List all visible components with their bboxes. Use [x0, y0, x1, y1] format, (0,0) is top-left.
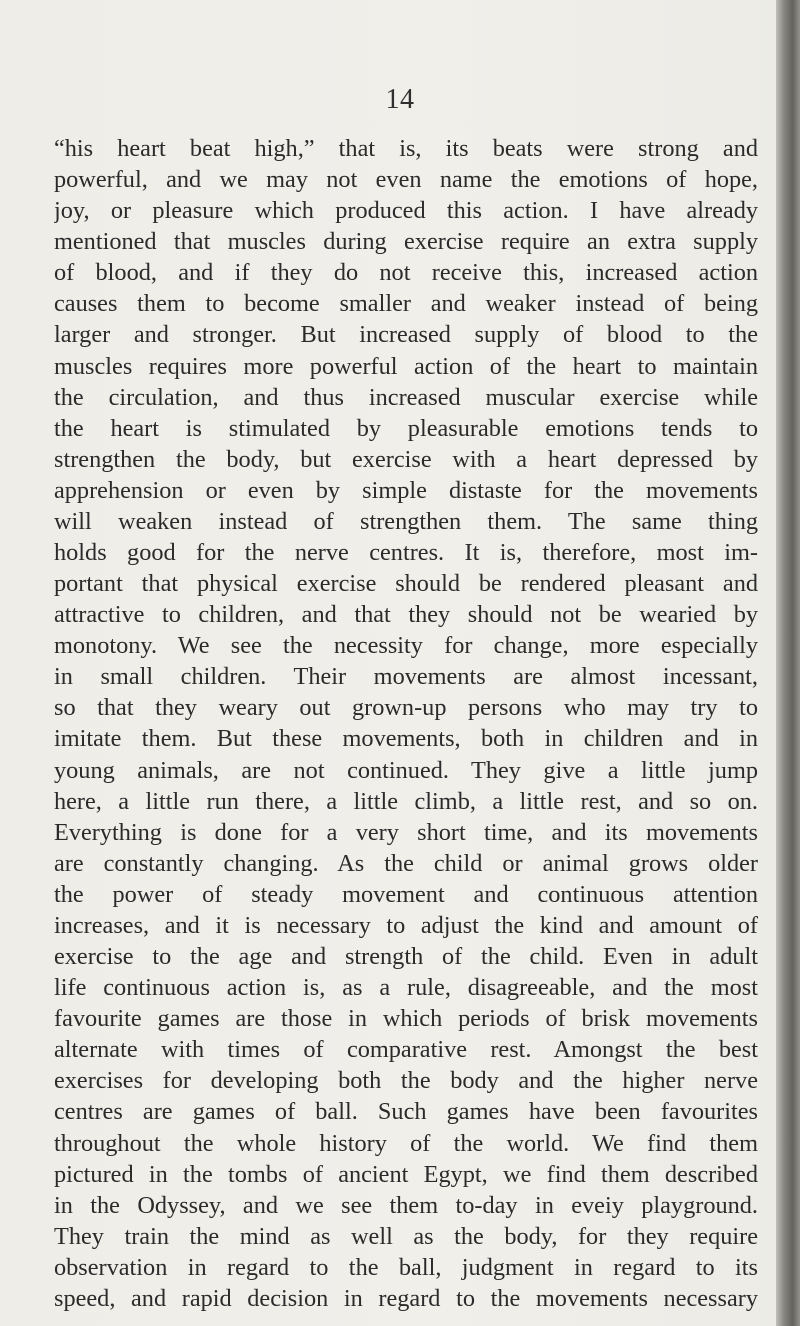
text-line: will weaken instead of strengthen them. The same thing	[54, 507, 758, 535]
text-line: here, a little run there, a little climb, a little rest, and so on.	[54, 787, 758, 815]
text-line: so that they weary out grown-up persons who may try to	[54, 694, 758, 722]
text-line: pictured in the tombs of ancient Egypt, we find them described	[54, 1160, 758, 1188]
text-line: alternate with times of comparative rest. Amongst the best	[54, 1036, 758, 1064]
text-line: speed, and rapid decision in regard to the movements necessary	[54, 1284, 758, 1312]
text-line: centres are games of ball. Such games have been favourites	[54, 1098, 758, 1126]
text-line: increases, and it is necessary to adjust the kind and amount of	[54, 911, 758, 939]
text-line: in small children. Their movements are almost incessant,	[54, 663, 758, 691]
text-line: portant that physical exercise should be rendered pleasant and	[54, 570, 758, 598]
text-line: powerful, and we may not even name the emotions of hope,	[54, 166, 758, 194]
text-line: exercises for developing both the body and the higher nerve	[54, 1067, 758, 1095]
body-text	[54, 133, 758, 1314]
text-line: the heart is stimulated by pleasurable emotions tends to	[54, 414, 758, 442]
text-line: exercise to the age and strength of the child. Even in adult	[54, 943, 758, 971]
page-binding-edge	[776, 0, 800, 1326]
text-line: Everything is done for a very short time, and its movements	[54, 818, 758, 846]
text-line: the circulation, and thus increased muscular exercise while	[54, 383, 758, 411]
text-line: favourite games are those in which periods of brisk movements	[54, 1005, 758, 1033]
text-line: attractive to children, and that they should not be wearied by	[54, 601, 758, 629]
text-line: imitate them. But these movements, both in children and in	[54, 725, 758, 753]
text-line: apprehension or even by simple distaste for the movements	[54, 476, 758, 504]
text-line: the power of steady movement and continuous attention	[54, 880, 758, 908]
page-number: 14	[385, 84, 415, 115]
text-line: are constantly changing. As the child or animal grows older	[54, 849, 758, 877]
text-line: monotony. We see the necessity for change, more especially	[54, 632, 758, 660]
text-line: muscles requires more powerful action of the heart to maintain	[54, 352, 758, 380]
text-line: strengthen the body, but exercise with a heart depressed by	[54, 445, 758, 473]
text-line: of blood, and if they do not receive this, increased action	[54, 259, 758, 287]
text-line: life continuous action is, as a rule, disagreeable, and the most	[54, 974, 758, 1002]
text-line: mentioned that muscles during exercise require an extra supply	[54, 228, 758, 256]
text-line: “his heart beat high,” that is, its beats were strong and	[54, 135, 758, 162]
text-line: causes them to become smaller and weaker instead of being	[54, 290, 758, 318]
text-line: observation in regard to the ball, judgment in regard to its	[54, 1253, 758, 1281]
text-line: They train the mind as well as the body, for they require	[54, 1222, 758, 1250]
text-line: young animals, are not continued. They give a little jump	[54, 756, 758, 784]
text-line: joy, or pleasure which produced this action. I have already	[54, 197, 758, 225]
text-line: throughout the whole history of the world. We find them	[54, 1129, 758, 1157]
text-line: holds good for the nerve centres. It is, therefore, most im-	[54, 539, 758, 567]
text-line: in the Odyssey, and we see them to-day in eveiy playground.	[54, 1191, 758, 1219]
text-line: larger and stronger. But increased supply of blood to the	[54, 321, 758, 349]
